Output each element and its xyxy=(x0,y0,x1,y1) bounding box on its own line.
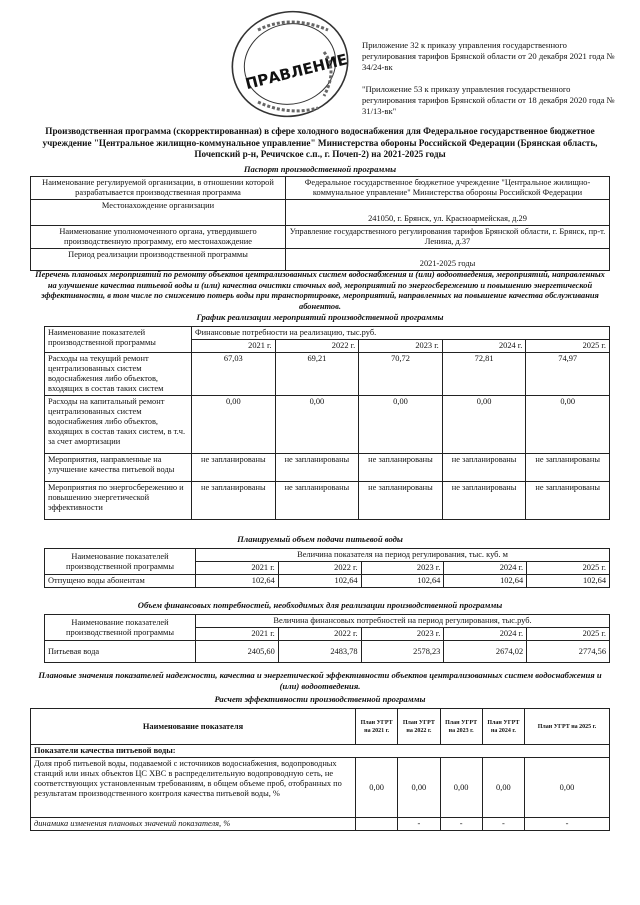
cell-value: - xyxy=(398,818,440,831)
table-row xyxy=(31,177,610,200)
cell-value: 0,00 xyxy=(525,758,610,818)
measures-text: Перечень плановых мероприятий по ремонту объектов централизованных систем водоснабжения и (или) водоотведения, мероприятий, направленных на улучшение качества питьевой воды и (или) качества очистки сточных вод, мероприятий по энергосбережению и повышению энергетической эффективности, в том числе по снижению потерь воды при транспортировке, мероприятий, направленных на повышение качества обслуживания абонентов. xyxy=(35,270,605,311)
passport-value: Управление государственного регулирования тарифов Брянской области, г. Брянск, пр-т. Ленина, д.37 xyxy=(286,226,610,249)
cell-value: 0,00 xyxy=(440,758,482,818)
cell-value: 0,00 xyxy=(356,758,398,818)
efficiency-col-label: Наименование показателя xyxy=(31,709,356,745)
row-label: Питьевая вода xyxy=(45,641,196,663)
table-row xyxy=(31,758,610,818)
cell-value: не запланированы xyxy=(275,482,359,520)
year-header: 2025 г. xyxy=(526,340,610,353)
cell-value: 74,97 xyxy=(526,353,610,396)
cell-value: 70,72 xyxy=(359,353,443,396)
finance-heading: Объем финансовых потребностей, необходимых для реализации производственной программы xyxy=(137,600,503,610)
cell-value: не запланированы xyxy=(359,454,443,482)
cell-value: 0,00 xyxy=(192,396,276,454)
year-header: 2025 г. xyxy=(527,562,610,575)
cell-value: - xyxy=(440,818,482,831)
cell-value: - xyxy=(525,818,610,831)
year-header: План УГРТ на 2021 г. xyxy=(356,709,398,745)
cell-value: 102,64 xyxy=(361,575,444,588)
year-header: 2023 г. xyxy=(361,562,444,575)
row-label: Расходы на текущий ремонт централизованных систем водоснабжения либо объектов, входящих в состав таких систем xyxy=(45,353,192,396)
finance-table xyxy=(44,614,610,663)
schedule-heading: График реализации мероприятий производственной программы xyxy=(196,312,444,322)
passport-value: 2021-2025 годы xyxy=(286,249,610,271)
cell-value: 0,00 xyxy=(275,396,359,454)
table-row xyxy=(45,353,610,396)
schedule-col-label: Наименование показателей производственной программы xyxy=(45,327,192,353)
annex-previous: "Приложение 53 к приказу управления государственного регулирования тарифов Брянской области от 18 декабря 2020 года № 31/13-вк" xyxy=(362,84,615,116)
official-stamp xyxy=(228,8,352,120)
supply-heading: Планируемый объем подачи питьевой воды xyxy=(237,534,403,544)
year-header: 2024 г. xyxy=(444,562,527,575)
row-label: Мероприятия по энергосбережению и повышению энергетической эффективности xyxy=(45,482,192,520)
supply-table xyxy=(44,548,610,588)
table-row xyxy=(31,249,610,271)
cell-value: 102,64 xyxy=(527,575,610,588)
cell-value xyxy=(356,818,398,831)
year-header: 2022 г. xyxy=(275,340,359,353)
year-header: 2025 г. xyxy=(527,628,610,641)
passport-label: Наименование регулируемой организации, в отношении которой разрабатывается производственная программа xyxy=(31,177,286,200)
table-row xyxy=(45,615,610,628)
efficiency-heading: Расчет эффективности производственной программы xyxy=(214,694,426,704)
cell-value: не запланированы xyxy=(526,454,610,482)
year-header: 2021 г. xyxy=(192,340,276,353)
cell-value: не запланированы xyxy=(442,454,526,482)
cell-value: 2483,78 xyxy=(278,641,361,663)
table-row xyxy=(31,745,610,758)
passport-label: Наименование уполномоченного органа, утвердившего производственную программу, его местонахождение xyxy=(31,226,286,249)
cell-value: 2405,60 xyxy=(196,641,279,663)
cell-value: не запланированы xyxy=(442,482,526,520)
passport-value: 241050, г. Брянск, ул. Красноармейская, д.29 xyxy=(286,200,610,226)
finance-col-label: Наименование показателей производственной программы xyxy=(45,615,196,641)
year-header: План УГРТ на 2024 г. xyxy=(482,709,524,745)
cell-value: не запланированы xyxy=(526,482,610,520)
table-row xyxy=(45,482,610,520)
cell-value: 72,81 xyxy=(442,353,526,396)
cell-value: 69,21 xyxy=(275,353,359,396)
passport-value: Федеральное государственное бюджетное учреждение "Центральное жилищно-коммунальное управление" Министерства обороны Российской Федерации xyxy=(286,177,610,200)
year-header: План УГРТ на 2023 г. xyxy=(440,709,482,745)
cell-value: 2774,56 xyxy=(527,641,610,663)
table-row xyxy=(45,575,610,588)
cell-value: не запланированы xyxy=(192,482,276,520)
passport-table xyxy=(30,176,610,271)
year-header: 2023 г. xyxy=(359,340,443,353)
year-header: 2023 г. xyxy=(361,628,444,641)
row-label: Отпущено воды абонентам xyxy=(45,575,196,588)
passport-label: Период реализации производственной программы xyxy=(31,249,286,271)
year-header: 2024 г. xyxy=(444,628,527,641)
cell-value: 102,64 xyxy=(278,575,361,588)
cell-value: 0,00 xyxy=(526,396,610,454)
cell-value: не запланированы xyxy=(275,454,359,482)
efficiency-table xyxy=(30,708,610,831)
finance-group-label: Величина финансовых потребностей на период регулирования, тыс.руб. xyxy=(196,615,610,628)
cell-value: 0,00 xyxy=(482,758,524,818)
table-row xyxy=(45,396,610,454)
svg-text:ПРАВЛЕНИЕ: ПРАВЛЕНИЕ xyxy=(243,50,350,94)
annex-current: Приложение 32 к приказу управления государственного регулирования тарифов Брянской области от 20 декабря 2021 года № 34/24-вк xyxy=(362,40,615,72)
year-header: План УГРТ на 2025 г. xyxy=(525,709,610,745)
schedule-group-label: Финансовые потребности на реализацию, тыс.руб. xyxy=(192,327,610,340)
year-header: 2021 г. xyxy=(196,628,279,641)
efficiency-section: Показатели качества питьевой воды: xyxy=(31,745,610,758)
schedule-table xyxy=(44,326,610,520)
table-row xyxy=(45,641,610,663)
cell-value: не запланированы xyxy=(359,482,443,520)
row-label: Мероприятия, направленные на улучшение качества питьевой воды xyxy=(45,454,192,482)
year-header: 2022 г. xyxy=(278,562,361,575)
cell-value: 2578,23 xyxy=(361,641,444,663)
row-label: динамика изменения плановых значений показателя, % xyxy=(31,818,356,831)
cell-value: 2674,02 xyxy=(444,641,527,663)
cell-value: 0,00 xyxy=(359,396,443,454)
cell-value: - xyxy=(482,818,524,831)
cell-value: 102,64 xyxy=(444,575,527,588)
table-row xyxy=(31,200,610,226)
table-row xyxy=(45,327,610,340)
reliability-text: Плановые значения показателей надежности, качества и энергетической эффективности объектов централизованных систем водоснабжения и (или) водоотведения. xyxy=(38,670,602,691)
program-title: Производственная программа (скорректированная) в сфере холодного водоснабжения для Федеральное государственное бюджетное учреждение "Центральное жилищно-коммунальное управление" Министерства обороны Российской Федерации (Брянская область, Почепский р-н, Речичское с.п., г. Почеп-2) на 2021-2025 годы xyxy=(42,126,598,159)
row-label: Доля проб питьевой воды, подаваемой с источников водоснабжения, водопроводных станций или иных объектов ЦС ХВС в распределительную водопроводную сеть, не соответствующих установленным требованиям, в общем объеме проб, отобранных по результатам производственного контроля качества питьевой воды, % xyxy=(31,758,356,818)
table-row xyxy=(45,454,610,482)
table-row xyxy=(45,549,610,562)
passport-label: Местонахождение организации xyxy=(31,200,286,226)
year-header: План УГРТ на 2022 г. xyxy=(398,709,440,745)
table-row xyxy=(31,226,610,249)
supply-group-label: Величина показателя на период регулирования, тыс. куб. м xyxy=(196,549,610,562)
cell-value: 102,64 xyxy=(196,575,279,588)
supply-col-label: Наименование показателей производственной программы xyxy=(45,549,196,575)
passport-heading: Паспорт производственной программы xyxy=(243,164,397,174)
cell-value: не запланированы xyxy=(192,454,276,482)
row-label: Расходы на капитальный ремонт централизованных систем водоснабжения либо объектов, входящих в состав таких систем, в т.ч. за счет амортизации xyxy=(45,396,192,454)
table-row xyxy=(31,709,610,745)
year-header: 2024 г. xyxy=(442,340,526,353)
table-row xyxy=(31,818,610,831)
year-header: 2022 г. xyxy=(278,628,361,641)
cell-value: 67,03 xyxy=(192,353,276,396)
cell-value: 0,00 xyxy=(442,396,526,454)
cell-value: 0,00 xyxy=(398,758,440,818)
year-header: 2021 г. xyxy=(196,562,279,575)
